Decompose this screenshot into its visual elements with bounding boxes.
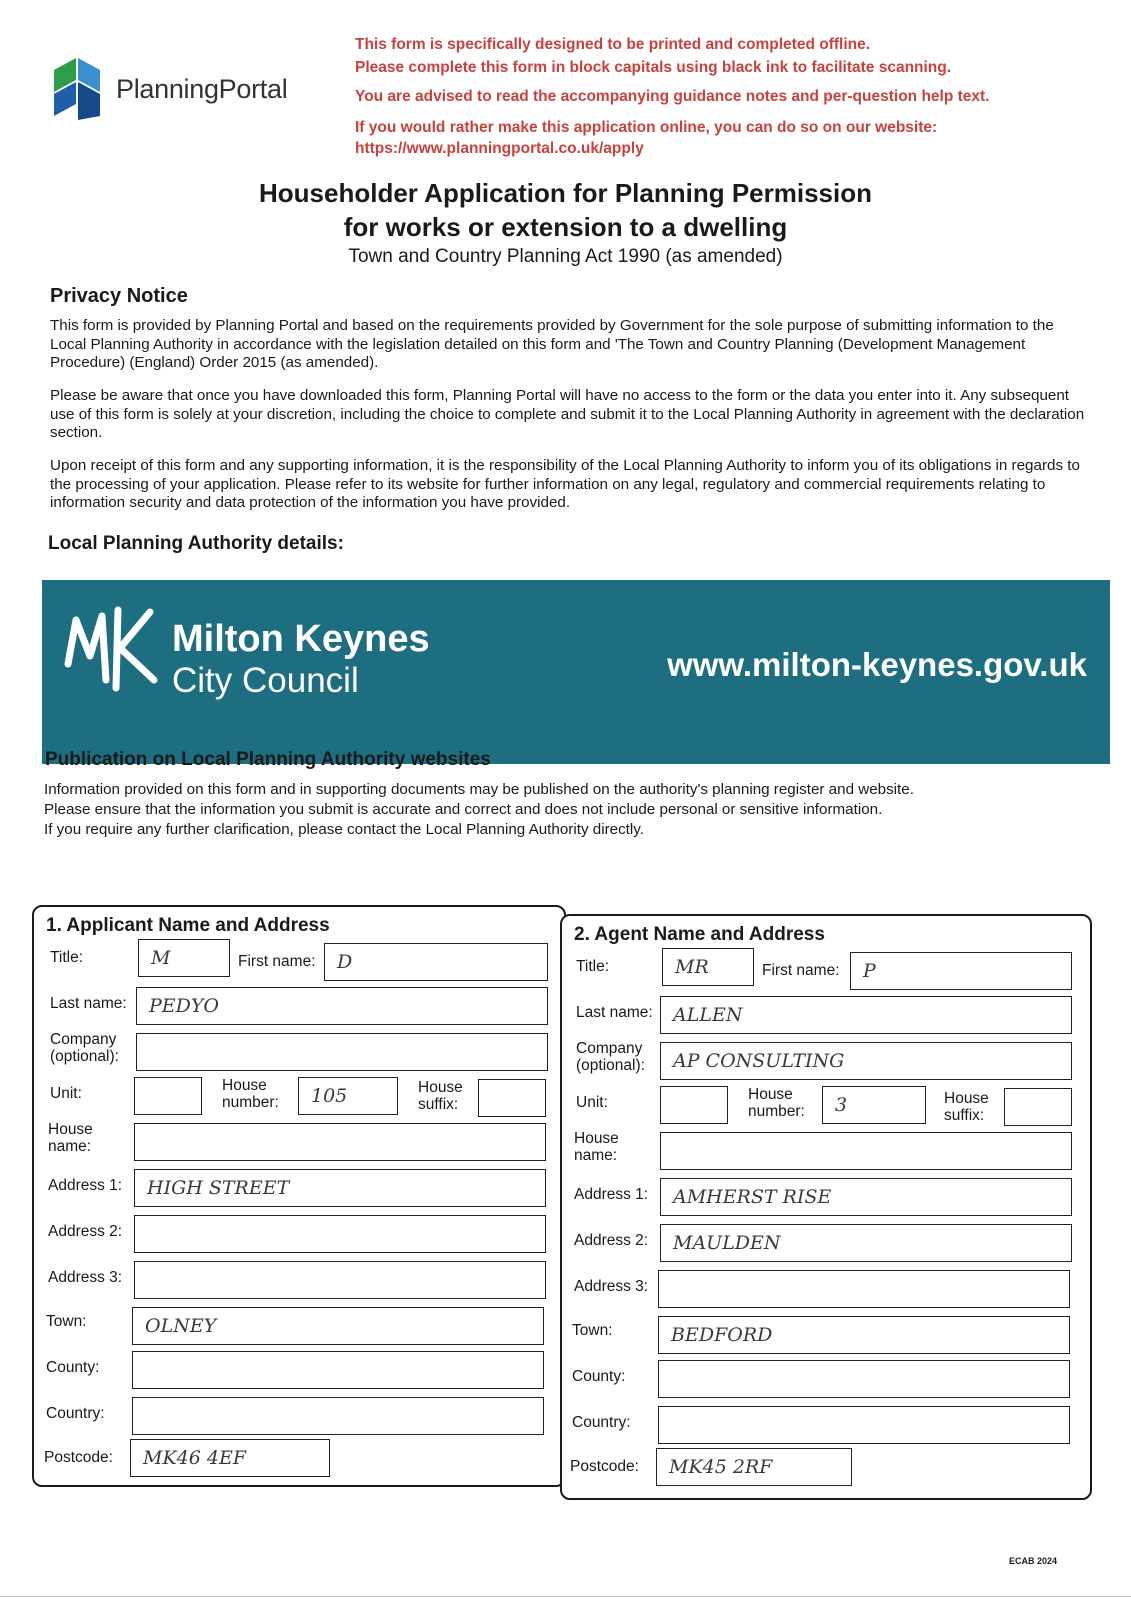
agent-company-label: Company (optional):	[576, 1040, 645, 1074]
applicant-house-name-field[interactable]	[134, 1123, 546, 1161]
applicant-postcode-field[interactable]: MK46 4EF	[130, 1439, 330, 1477]
publication-line-2: Please ensure that the information you submit is accurate and correct and does not include personal or sensitive information.	[44, 801, 883, 818]
applicant-country-field[interactable]	[132, 1397, 544, 1435]
agent-last-name-label: Last name:	[576, 1004, 653, 1021]
applicant-address3-field[interactable]	[134, 1261, 546, 1299]
applicant-postcode-label: Postcode:	[44, 1449, 113, 1466]
agent-postcode-label: Postcode:	[570, 1458, 639, 1475]
applicant-county-field[interactable]	[132, 1351, 544, 1389]
agent-address2-field[interactable]: MAULDEN	[660, 1224, 1072, 1262]
agent-house-suffix-field[interactable]	[1004, 1088, 1072, 1126]
form-code: ECAB 2024	[1008, 1556, 1057, 1566]
agent-county-field[interactable]	[658, 1360, 1070, 1398]
agent-house-name-field[interactable]	[660, 1132, 1072, 1170]
applicant-title-field[interactable]: M	[138, 939, 230, 977]
applicant-unit-label: Unit:	[50, 1085, 82, 1102]
council-name-line1: Milton Keynes	[172, 618, 430, 660]
publication-heading: Publication on Local Planning Authority websites	[45, 749, 491, 770]
applicant-house-name-label: House name:	[48, 1121, 93, 1155]
applicant-first-name-label: First name:	[238, 953, 316, 970]
applicant-house-suffix-field[interactable]	[478, 1079, 546, 1117]
privacy-heading: Privacy Notice	[50, 285, 188, 307]
applicant-house-number-field[interactable]: 105	[298, 1077, 398, 1115]
applicant-town-field[interactable]: OLNEY	[132, 1307, 544, 1345]
form-subtitle: Town and Country Planning Act 1990 (as amended)	[348, 246, 783, 267]
applicant-company-label: Company (optional):	[50, 1031, 119, 1065]
agent-postcode-field[interactable]: MK45 2RF	[656, 1448, 852, 1486]
form-title-line1: Householder Application for Planning Permission	[259, 178, 872, 208]
offline-notice: This form is specifically designed to be printed and completed offline.	[355, 36, 871, 53]
planning-portal-name: PlanningPortal	[116, 73, 288, 104]
agent-title-label: Title:	[576, 958, 610, 975]
agent-house-suffix-label: House suffix:	[944, 1090, 989, 1124]
applicant-country-label: Country:	[46, 1405, 105, 1422]
planning-portal-logo-icon	[46, 56, 108, 122]
agent-unit-field[interactable]	[660, 1086, 728, 1124]
lpa-heading: Local Planning Authority details:	[48, 533, 344, 554]
agent-address2-label: Address 2:	[574, 1232, 649, 1249]
applicant-section	[32, 905, 566, 1487]
apply-url-link[interactable]: https://www.planningportal.co.uk/apply	[355, 140, 644, 157]
agent-country-field[interactable]	[658, 1406, 1070, 1444]
publication-line-3: If you require any further clarification, please contact the Local Planning Authority directly.	[44, 821, 644, 838]
agent-section-title: 2. Agent Name and Address	[574, 924, 825, 945]
agent-first-name-field[interactable]: P	[850, 952, 1072, 990]
privacy-paragraph-1: This form is provided by Planning Portal and based on the requirements provided by Government for the sole purpose of submitting information to the Local Planning Authority in accordance with the legislation detailed on this form and 'The Town and Country Planning (Development Management Procedure) (England) Order 2015 (as amended).	[50, 317, 1054, 371]
applicant-county-label: County:	[46, 1359, 100, 1376]
agent-title-field[interactable]: MR	[662, 948, 754, 986]
agent-town-label: Town:	[572, 1322, 613, 1339]
agent-address1-label: Address 1:	[574, 1186, 649, 1203]
agent-unit-label: Unit:	[576, 1094, 608, 1111]
agent-last-name-field[interactable]: ALLEN	[660, 996, 1072, 1034]
applicant-town-label: Town:	[46, 1313, 87, 1330]
applicant-company-field[interactable]	[136, 1033, 548, 1071]
privacy-paragraph-3: Upon receipt of this form and any supporting information, it is the responsibility of the Local Planning Authority to inform you of its obligations in regards to the processing of your application. Please refer to its website for further information on any legal, regulatory and commercial requirements relating to information security and data protection of the information you have provided.	[50, 457, 1080, 511]
online-notice: If you would rather make this application online, you can do so on our website:	[355, 119, 938, 136]
council-name-line2: City Council	[172, 661, 359, 700]
scan-edge-divider	[0, 1596, 1131, 1597]
applicant-title-label: Title:	[50, 949, 84, 966]
council-website-link[interactable]: www.milton-keynes.gov.uk	[667, 646, 1087, 683]
agent-address1-field[interactable]: AMHERST RISE	[660, 1178, 1072, 1216]
applicant-address3-label: Address 3:	[48, 1269, 123, 1286]
agent-county-label: County:	[572, 1368, 626, 1385]
council-name	[172, 617, 430, 701]
agent-house-name-label: House name:	[574, 1130, 619, 1164]
block-capitals-notice: Please complete this form in block capitals using black ink to facilitate scanning.	[355, 59, 952, 76]
applicant-first-name-field[interactable]: D	[324, 943, 548, 981]
milton-keynes-logo-icon	[62, 600, 162, 696]
applicant-address2-label: Address 2:	[48, 1223, 123, 1240]
publication-line-1: Information provided on this form and in supporting documents may be published on the authority's planning register and website.	[44, 781, 914, 798]
agent-first-name-label: First name:	[762, 962, 840, 979]
applicant-address1-field[interactable]: HIGH STREET	[134, 1169, 546, 1207]
planning-portal-logo	[46, 56, 287, 122]
applicant-last-name-field[interactable]: PEDYO	[136, 987, 548, 1025]
applicant-section-title: 1. Applicant Name and Address	[46, 915, 330, 936]
applicant-house-number-label: House number:	[222, 1077, 279, 1111]
agent-town-field[interactable]: BEDFORD	[658, 1316, 1070, 1354]
agent-country-label: Country:	[572, 1414, 631, 1431]
agent-address3-label: Address 3:	[574, 1278, 649, 1295]
agent-house-number-field[interactable]: 3	[822, 1086, 926, 1124]
applicant-address1-label: Address 1:	[48, 1177, 123, 1194]
guidance-notice: You are advised to read the accompanying guidance notes and per-question help text.	[355, 88, 990, 105]
form-title-line2: for works or extension to a dwelling	[343, 212, 788, 242]
applicant-unit-field[interactable]	[134, 1077, 202, 1115]
applicant-address2-field[interactable]	[134, 1215, 546, 1253]
agent-section	[560, 914, 1092, 1500]
applicant-house-suffix-label: House suffix:	[418, 1079, 463, 1113]
privacy-paragraph-2: Please be aware that once you have downloaded this form, Planning Portal will have no access to the form or the data you enter into it. Any subsequent use of this form is solely at your discretion, including the choice to complete and submit it to the Local Planning Authority in agreement with the declaration section.	[50, 387, 1085, 441]
agent-company-field[interactable]: AP CONSULTING	[660, 1042, 1072, 1080]
applicant-last-name-label: Last name:	[50, 995, 127, 1012]
agent-house-number-label: House number:	[748, 1086, 805, 1120]
agent-address3-field[interactable]	[658, 1270, 1070, 1308]
